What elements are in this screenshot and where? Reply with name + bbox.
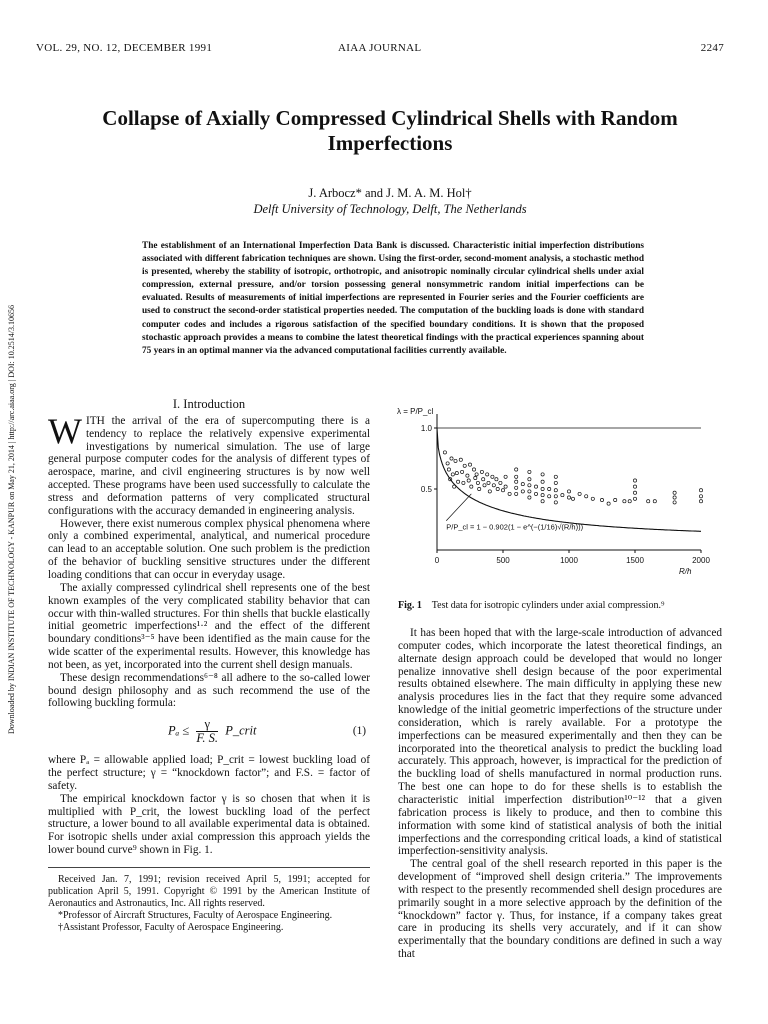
data-point: [504, 475, 507, 478]
data-point: [457, 480, 460, 483]
data-point: [633, 479, 636, 482]
intro-paragraph-5: where Pₐ = allowable applied load; P_crit = lowest buckling load of the perfect structure; γ = “knockdown factor”; and F.S. = factor of safety.: [48, 754, 370, 792]
x-tick-label: 2000: [692, 556, 710, 565]
data-point: [633, 497, 636, 500]
x-tick-label: 1000: [560, 556, 578, 565]
drop-cap: W: [48, 410, 82, 451]
data-point: [446, 462, 449, 465]
data-point: [699, 500, 702, 503]
y-tick-label: 0.5: [420, 485, 432, 494]
data-point: [528, 490, 531, 493]
data-point: [499, 481, 502, 484]
data-point: [482, 478, 485, 481]
footnote-received: Received Jan. 7, 1991; revision received April 5, 1991; accepted for publication April 5, 1991. Copyright © 1991 by the American Institute of Aeronautics and Astronautics, Inc. All rights reserved.: [48, 874, 370, 909]
data-point: [443, 451, 446, 454]
data-point: [486, 473, 489, 476]
page-number: 2247: [700, 42, 724, 54]
data-point: [528, 484, 531, 487]
data-point: [528, 478, 531, 481]
data-point: [496, 487, 499, 490]
data-point: [554, 481, 557, 484]
data-point: [548, 487, 551, 490]
data-point: [578, 492, 581, 495]
data-point: [521, 483, 524, 486]
data-point: [450, 457, 453, 460]
data-point: [504, 485, 507, 488]
x-tick-label: 0: [434, 556, 440, 565]
data-point: [515, 468, 518, 471]
data-point: [607, 502, 610, 505]
data-point: [515, 480, 518, 483]
data-point: [515, 486, 518, 489]
y-axis-label: λ = P/P_cl: [397, 407, 434, 416]
data-point: [528, 496, 531, 499]
data-point: [647, 500, 650, 503]
data-point: [567, 490, 570, 493]
data-point: [591, 497, 594, 500]
download-watermark-text: Downloaded by INDIAN INSTITUTE OF TECHNOLOGY - KANPUR on May 21, 2014 | http://arc.aiaa.org | DOI: 10.2514/3.10656: [7, 304, 16, 734]
data-point: [571, 497, 574, 500]
data-point: [461, 470, 464, 473]
journal-volume-header: VOL. 29, NO. 12, DECEMBER 1991: [36, 42, 213, 54]
data-point: [541, 487, 544, 490]
equation-numerator: γ: [196, 718, 218, 732]
equation-1: [48, 716, 370, 748]
figure-1-caption: [398, 600, 722, 611]
data-point: [528, 470, 531, 473]
footnote-author-1: *Professor of Aircraft Structures, Faculty of Aerospace Engineering.: [58, 910, 333, 921]
data-point: [495, 478, 498, 481]
data-point: [475, 473, 478, 476]
data-point: [623, 500, 626, 503]
intro-paragraph-6: The empirical knockdown factor γ is so chosen that when it is multiplied with P_crit, the lowest buckling load of the perfect structure, a lower bound to all available experimental data is obtained. For isotropic shells under axial compression this approach yields the lower bound curve⁹ shown in Fig. 1.: [48, 792, 370, 857]
section-heading: I. Introduction: [172, 397, 246, 411]
data-point: [488, 490, 491, 493]
data-point: [478, 487, 481, 490]
data-point: [554, 501, 557, 504]
data-point: [673, 491, 676, 494]
data-point: [614, 498, 617, 501]
right-paragraph-2: The central goal of the shell research reported in this paper is the development of “improved shell design criteria.” The improvements with respect to the presently recommended shell design procedures are primarily sought in a more selective approach by the definition of the “knockdown” factor γ. Thus, for instance, if a company takes great care in producing its shells very accurately, and if it can show experimentally that the boundary conditions are defined in such a way that: [398, 858, 722, 961]
abstract: The establishment of an International Imperfection Data Bank is discussed. Characteristic initial imperfection distributions associated with different fabrication techniques are shown. Using the first-order, second-moment analysis, a stochastic method is presented, whereby the stability of isotropic, orthotropic, and anisotropic nominally circular cylindrical shells under axial compression, external pressure, and/or torsion possessing general nonsymmetric random initial imperfections can be evaluated. Results of measurements of initial imperfections are represented in Fourier series and the Fourier coefficients are used to construct the second-order statistical properties needed. The computation of the buckling loads is done with standard computer codes and includes a rigorous satisfaction of the specified boundary conditions. It is shown that the proposed stochastic approach provides a means to combine the latest theoretical findings with the practical experiences spanning about 75 years in an optimal manner via the advanced computational facilities currently available.: [142, 241, 644, 356]
data-point: [467, 479, 470, 482]
data-point: [468, 463, 471, 466]
data-point: [541, 480, 544, 483]
data-point: [455, 472, 458, 475]
paper-title: Collapse of Axially Compressed Cylindrical Shells with Random Imperfections: [102, 106, 678, 155]
intro-paragraph-1: [48, 410, 370, 518]
intro-paragraph-4: These design recommendations⁶⁻⁸ all adhere to the so-called lower bound design philosophy and as such recommend the use of the following buckling formula:: [48, 671, 370, 710]
data-point: [554, 495, 557, 498]
data-point: [541, 500, 544, 503]
data-point: [447, 468, 450, 471]
equation-denominator: F. S.: [196, 731, 219, 746]
data-point: [561, 494, 564, 497]
data-point: [600, 498, 603, 501]
equation-lhs: Pₐ ≤: [168, 723, 190, 738]
data-point: [534, 485, 537, 488]
right-paragraph-1: It has been hoped that with the large-scale introduction of advanced computer codes, which incorporate the latest theoretical findings, an alternate design approach could be developed that would no longer penalize innovative shell design because of the poor experimental results obtained elsewhere. The main difficulty in applying these new analysis procedures lies in the fact that they require some advanced knowledge of the initial geometric imperfections of the structure under consideration, which is rarely available. For a prototype the imperfections can be measured experimentally and then they can be incorporated into the theoretical analysis to predict the buckling load accurately. This approach, however, is impractical for the prediction of the buckling load of shells manufactured in normal production runs. The best one can hope to do for these shells is to establish the characteristic initial imperfection distribution¹⁰⁻¹² that a given fabrication process is likely to produce, and then to combine this information with some kind of statistical analysis of both the initial imperfections and the corresponding critical loads, a kind of statistical imperfection-sensitivity analysis.: [398, 627, 722, 858]
data-point: [459, 458, 462, 461]
figure-1-caption-text: Test data for isotropic cylinders under axial compression.⁹: [431, 600, 665, 611]
data-point: [483, 484, 486, 487]
data-point: [470, 485, 473, 488]
authors: J. Arbocz* and J. M. A. M. Hol†: [308, 186, 472, 200]
data-point: [451, 473, 454, 476]
data-point: [548, 495, 551, 498]
x-tick-label: 500: [496, 556, 510, 565]
data-point: [541, 473, 544, 476]
chart-axes: [434, 414, 701, 553]
data-point: [466, 474, 469, 477]
lower-bound-curve: [437, 428, 701, 531]
data-point: [508, 492, 511, 495]
annotation-arrow: [446, 494, 471, 521]
data-point: [673, 501, 676, 504]
journal-name-header: AIAA JOURNAL: [338, 42, 422, 54]
data-point: [653, 500, 656, 503]
y-tick-label: 1.0: [420, 424, 432, 433]
intro-paragraph-1-text: ITH the arrival of the era of supercomputing there is a tendency to replace the relatively expensive experimental investigations by numerical simulation. The use of large general purpose computer codes for the analysis of different types of aerospace, marine, and civil engineering structures is by now well accepted. These programs have been used successfully to calculate the stress and deformation patterns of very complicated structural configurations with the accuracy demanded in engineering analysis.: [48, 414, 370, 517]
data-point: [463, 464, 466, 467]
chart-points: [443, 451, 702, 505]
data-point: [554, 475, 557, 478]
data-point: [554, 489, 557, 492]
data-point: [521, 490, 524, 493]
curve-formula-annotation: P/P_cl = 1 − 0.902(1 − e^(−(1/16)√(R/h))): [446, 522, 584, 532]
right-column: [398, 627, 722, 961]
intro-paragraph-3: The axially compressed cylindrical shell represents one of the best known examples of the very complicated stability behavior that can occur with thin-walled structures. For thin shells that buckle elastically initial geometric imperfections¹·² and the effect of the different boundary conditions³⁻⁵ have been identified as the main cause for the wide scatter of the experimental results. However, this knowledge has not been, as yet, incorporated into the current shell design manuals.: [48, 581, 370, 671]
equation-fraction: [196, 718, 218, 745]
data-point: [585, 495, 588, 498]
footnotes: [48, 867, 370, 934]
equation-number: (1): [352, 725, 366, 738]
affiliation: Delft University of Technology, Delft, The Netherlands: [253, 202, 527, 216]
data-point: [476, 481, 479, 484]
data-point: [515, 475, 518, 478]
data-point: [487, 481, 490, 484]
data-point: [453, 485, 456, 488]
download-watermark: [4, 274, 18, 734]
data-point: [474, 476, 477, 479]
x-tick-label: 1500: [626, 556, 644, 565]
data-point: [515, 492, 518, 495]
x-axis-label: R/h: [679, 567, 692, 576]
data-point: [462, 481, 465, 484]
data-point: [633, 491, 636, 494]
data-point: [699, 489, 702, 492]
equation-rhs: P_crit: [225, 723, 257, 738]
data-point: [633, 485, 636, 488]
data-point: [567, 496, 570, 499]
data-point: [491, 475, 494, 478]
figure-1-chart: [395, 392, 725, 592]
data-point: [673, 496, 676, 499]
data-point: [534, 492, 537, 495]
intro-paragraph-2: However, there exist numerous complex physical phenomena where only a combined experimental, analytical, and numerical procedure can lead to an acceptable solution. One such problem is the prediction of the behavior of buckling sensitive structures under the different loading conditions that can occur in everyday usage.: [48, 517, 370, 581]
data-point: [628, 500, 631, 503]
data-point: [541, 494, 544, 497]
footnote-author-2: †Assistant Professor, Faculty of Aerospace Engineering.: [58, 922, 284, 933]
left-column: [48, 398, 370, 934]
figure-1-label: Fig. 1: [398, 600, 422, 611]
chart-labels: [397, 407, 710, 576]
data-point: [501, 489, 504, 492]
data-point: [492, 484, 495, 487]
data-point: [699, 495, 702, 498]
data-point: [472, 468, 475, 471]
data-point: [454, 459, 457, 462]
data-point: [480, 470, 483, 473]
